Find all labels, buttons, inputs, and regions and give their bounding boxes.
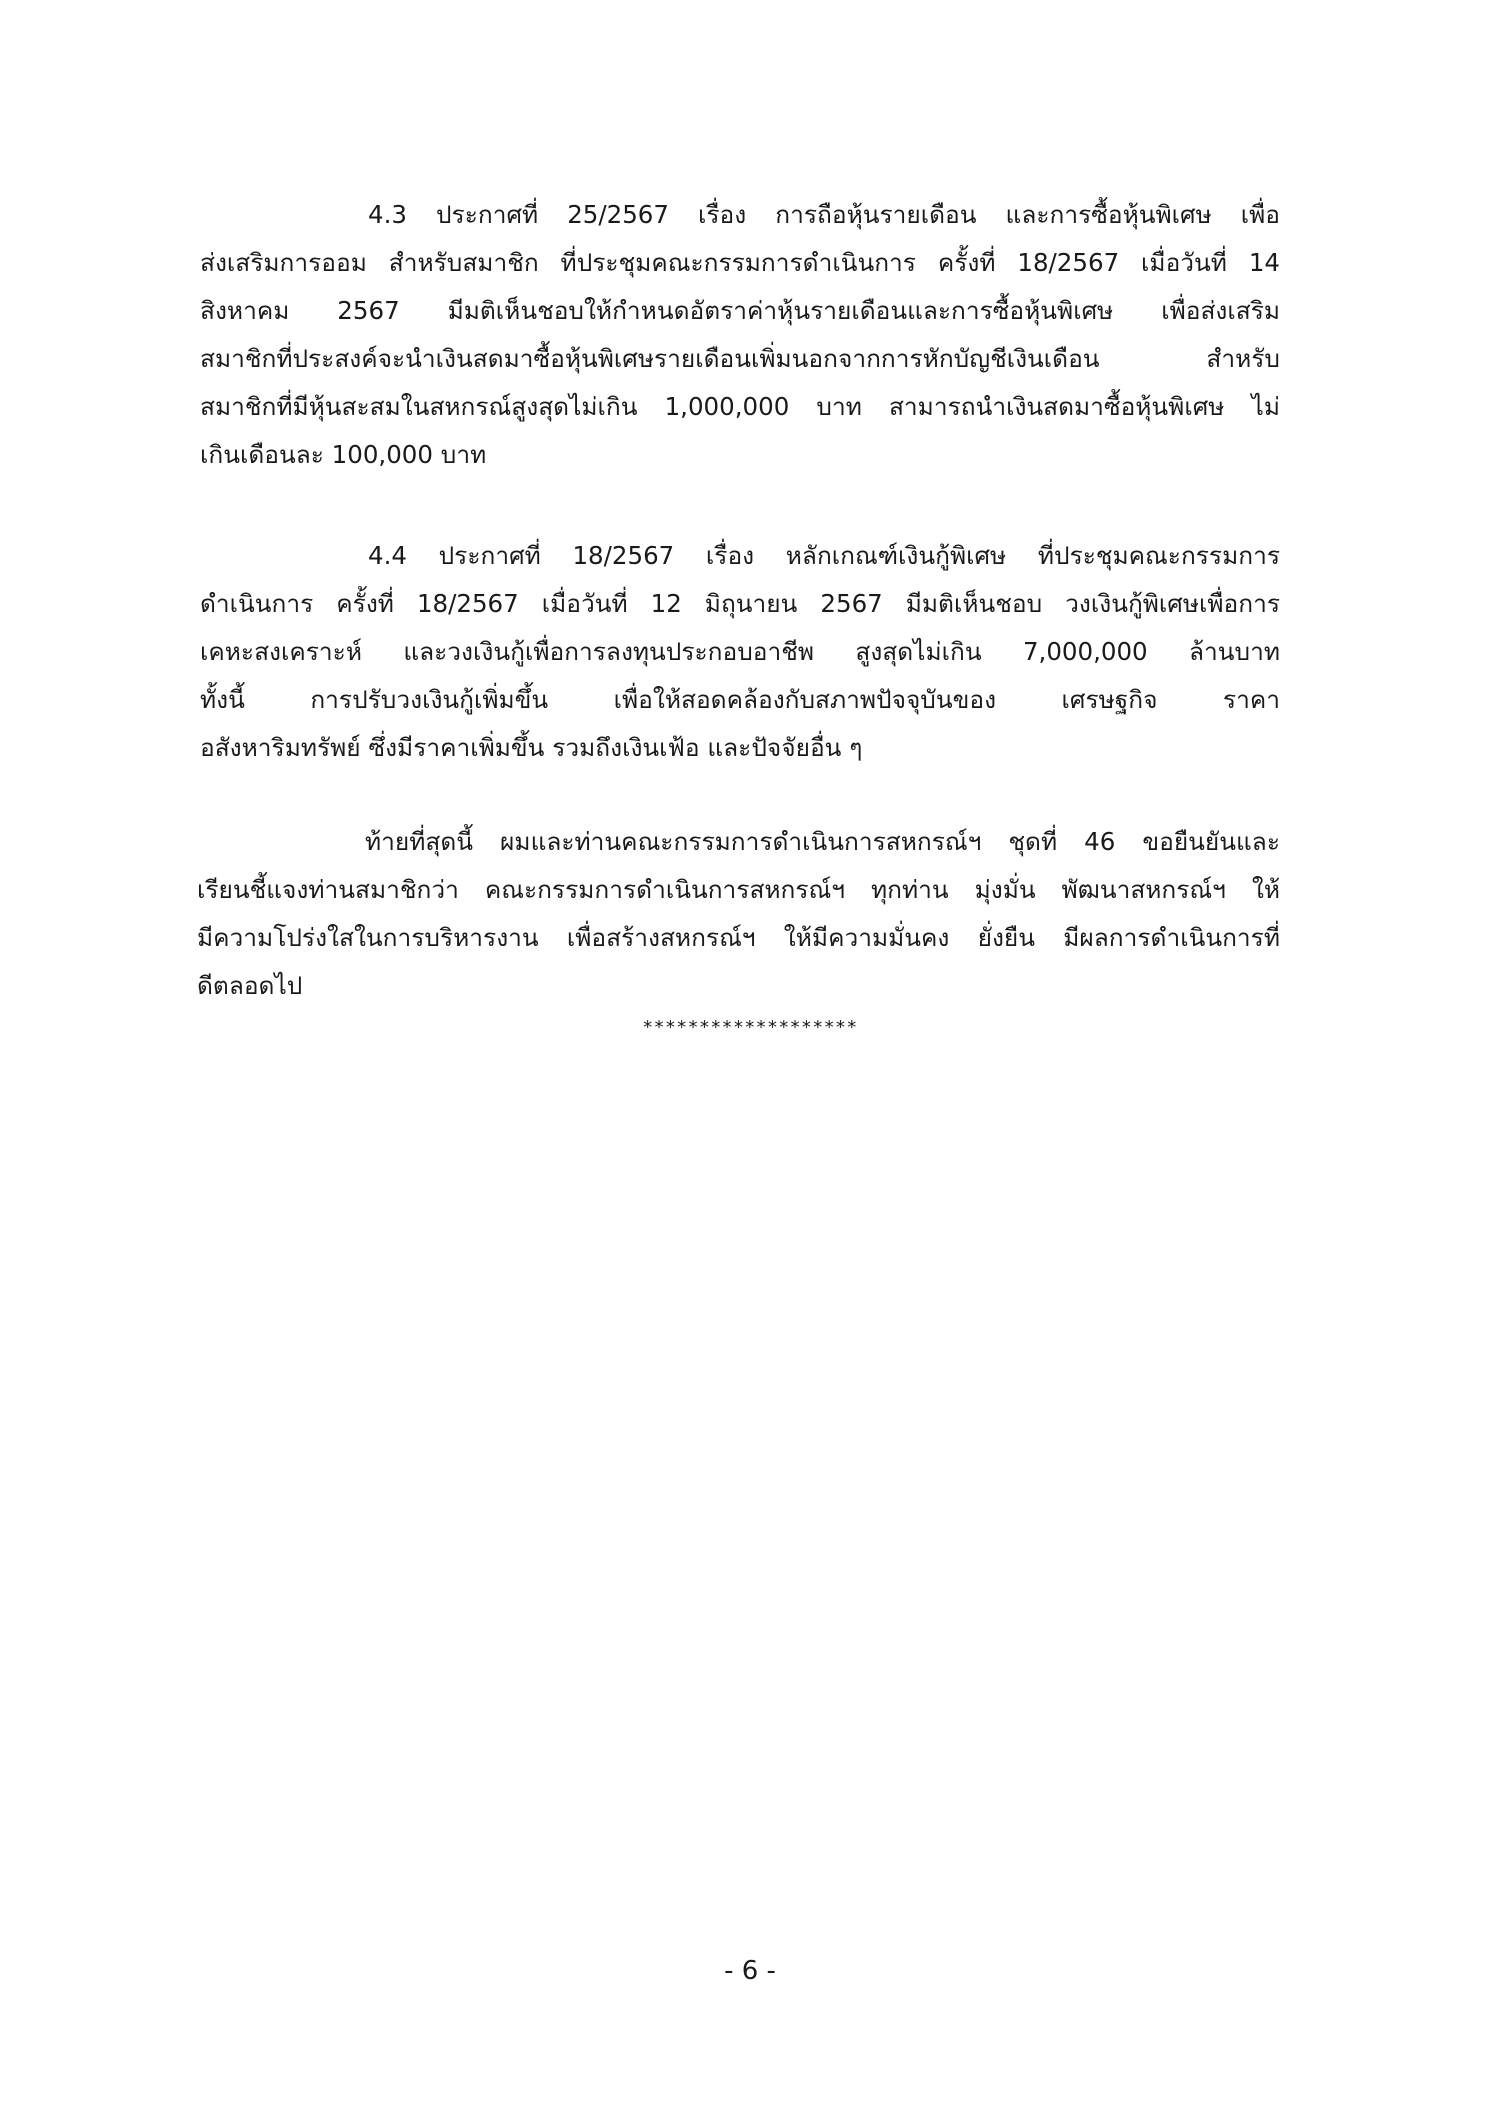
paragraph-line: มีความโปร่งใสในการบริหารงาน เพื่อสร้างสหกรณ์ฯ ให้มีความมั่นคง ยั่งยืน มีผลการดำเนินการที่ xyxy=(197,923,1280,952)
paragraph-line: อสังหาริมทรัพย์ ซึ่งมีราคาเพิ่มขึ้น รวมถึงเงินเฟ้อ และปัจจัยอื่น ๆ xyxy=(200,733,863,762)
paragraph-line: 4.3 ประกาศที่ 25/2567 เรื่อง การถือหุ้นรายเดือน และการซื้อหุ้นพิเศษ เพื่อ xyxy=(368,200,1280,229)
paragraph-line: ทั้งนี้ การปรับวงเงินกู้เพิ่มขึ้น เพื่อให้สอดคล้องกับสภาพปัจจุบันของ เศรษฐกิจ ราคา xyxy=(200,685,1280,714)
paragraph-line: เรียนชี้แจงท่านสมาชิกว่า คณะกรรมการดำเนินการสหกรณ์ฯ ทุกท่าน มุ่งมั่น พัฒนาสหกรณ์ฯ ให้ xyxy=(197,875,1280,904)
paragraph-line: ดีตลอดไป xyxy=(197,971,303,1000)
paragraph-line: 4.4 ประกาศที่ 18/2567 เรื่อง หลักเกณฑ์เงินกู้พิเศษ ที่ประชุมคณะกรรมการ xyxy=(368,541,1280,570)
paragraph-4-4-special-loans xyxy=(200,532,1280,772)
paragraph-closing-statement xyxy=(197,818,1280,1010)
paragraph-line: เคหะสงเคราะห์ และวงเงินกู้เพื่อการลงทุนประกอบอาชีพ สูงสุดไม่เกิน 7,000,000 ล้านบาท xyxy=(200,637,1280,666)
page-number: - 6 - xyxy=(724,1956,776,1986)
paragraph-line: สมาชิกที่ประสงค์จะนำเงินสดมาซื้อหุ้นพิเศษรายเดือนเพิ่มนอกจากการหักบัญชีเงินเดือน สำหรับ xyxy=(200,344,1280,373)
paragraph-line: สิงหาคม 2567 มีมติเห็นชอบให้กำหนดอัตราค่าหุ้นรายเดือนและการซื้อหุ้นพิเศษ เพื่อส่งเสริม xyxy=(200,296,1280,325)
paragraph-line: ดำเนินการ ครั้งที่ 18/2567 เมื่อวันที่ 12 มิถุนายน 2567 มีมติเห็นชอบ วงเงินกู้พิเศษเพื่อการ xyxy=(200,589,1280,618)
paragraph-line: สมาชิกที่มีหุ้นสะสมในสหกรณ์สูงสุดไม่เกิน 1,000,000 บาท สามารถนำเงินสดมาซื้อหุ้นพิเศษ ไม่ xyxy=(200,392,1280,421)
paragraph-line: เกินเดือนละ 100,000 บาท xyxy=(200,440,487,469)
asterisk-separator: ******************* xyxy=(642,1017,858,1038)
paragraph-line: ท้ายที่สุดนี้ ผมและท่านคณะกรรมการดำเนินการสหกรณ์ฯ ชุดที่ 46 ขอยืนยันและ xyxy=(365,827,1280,856)
paragraph-line: ส่งเสริมการออม สำหรับสมาชิก ที่ประชุมคณะกรรมการดำเนินการ ครั้งที่ 18/2567 เมื่อวันที่ 14 xyxy=(200,248,1280,277)
paragraph-4-3-monthly-shares xyxy=(200,191,1280,479)
